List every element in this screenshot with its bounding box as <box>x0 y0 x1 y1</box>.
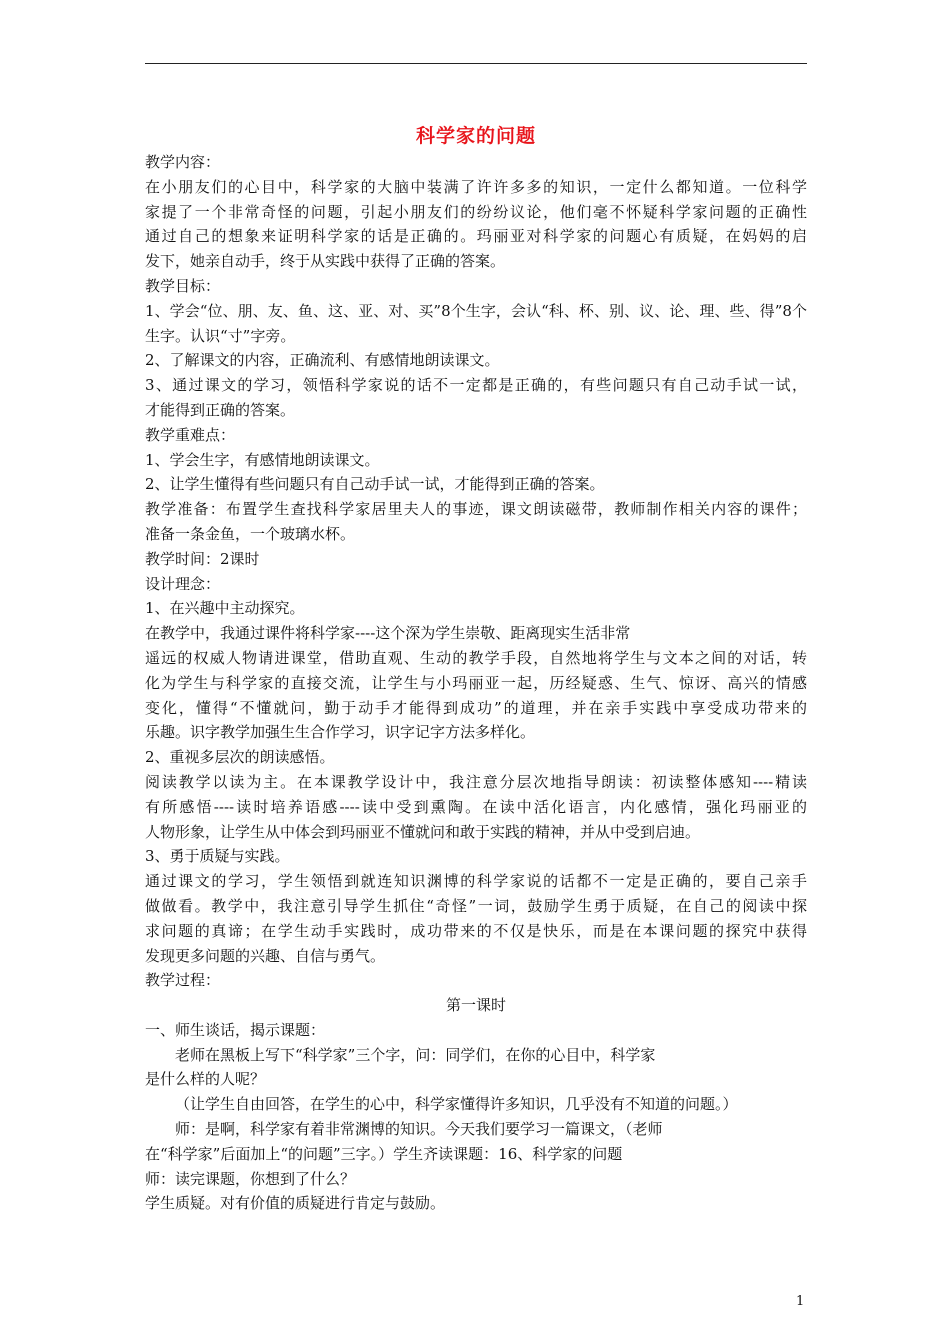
text-line: 在小朋友们的心目中，科学家的大脑中装满了许许多多的知识，一定什么都知道。一位科学 <box>145 177 807 196</box>
text-line: 阅读教学以读为主。在本课教学设计中，我注意分层次地指导朗读：初读整体感知----精读 <box>145 772 807 791</box>
text-line: 学生质疑。对有价值的质疑进行肯定与鼓励。 <box>145 1194 446 1213</box>
page-number: 1 <box>796 1294 805 1309</box>
text-line: 教学准备：布置学生查找科学家居里夫人的事迹，课文朗读磁带，教师制作相关内容的课件； <box>145 500 807 519</box>
text-line: 师：读完课题，你想到了什么？ <box>145 1169 356 1188</box>
text-line: 求问题的真谛；在学生动手实践时，成功带来的不仅是快乐，而是在本课问题的探究中获得 <box>145 921 807 940</box>
text-line: 1、学会生字，有感情地朗读课文。 <box>145 450 380 469</box>
text-line: 3、勇于质疑与实践。 <box>145 847 290 866</box>
document-title: 科学家的问题 <box>415 125 536 147</box>
text-line: 第一课时 <box>445 996 506 1015</box>
text-line: 2、让学生懂得有些问题只有自己动手试一试，才能得到正确的答案。 <box>145 475 605 494</box>
text-line: 遥远的权威人物请进课堂，借助直观、生动的教学手段，自然地将学生与文本之间的对话，转 <box>145 648 807 667</box>
text-line: 是什么样的人呢？ <box>145 1070 266 1089</box>
text-line: 化为学生与科学家的直接交流，让学生与小玛丽亚一起，历经疑惑、生气、惊讶、高兴的情感 <box>145 673 807 692</box>
text-line: 3、通过课文的学习，领悟科学家说的话不一定都是正确的，有些问题只有自己动手试一试， <box>145 376 807 395</box>
text-line: 有所感悟----读时培养语感----读中受到熏陶。在读中活化语言，内化感情，强化玛丽亚的 <box>145 797 807 816</box>
text-line: 2、了解课文的内容，正确流利、有感情地朗读课文。 <box>145 351 500 370</box>
text-line: 设计理念： <box>145 574 221 593</box>
text-line: 在教学中，我通过课件将科学家----这个深为学生崇敬、距离现实生活非常 <box>145 624 631 643</box>
text-line: 发现更多问题的兴趣、自信与勇气。 <box>145 946 386 965</box>
text-line: 发下，她亲自动手，终于从实践中获得了正确的答案。 <box>145 252 506 271</box>
text-line: 师：是啊，科学家有着非常渊博的知识。今天我们要学习一篇课文，（老师 <box>175 1120 663 1139</box>
text-line: 教学目标： <box>145 276 221 295</box>
text-line: 教学过程： <box>145 971 221 990</box>
text-line: 才能得到正确的答案。 <box>145 400 296 419</box>
document-body <box>145 150 807 1216</box>
header-rule <box>145 63 807 64</box>
text-line: 做做看。教学中，我注意引导学生抓住“奇怪”一词，鼓励学生勇于质疑，在自己的阅读中探 <box>145 896 807 915</box>
text-line: 1、在兴趣中主动探究。 <box>145 599 305 618</box>
text-line: 变化，懂得“不懂就问，勤于动手才能得到成功”的道理，并在亲手实践中享受成功带来的 <box>145 698 807 717</box>
text-line: 通过课文的学习，学生领悟到就连知识渊博的科学家说的话都不一定是正确的，要自己亲手 <box>145 872 807 891</box>
text-line: 人物形象，让学生从中体会到玛丽亚不懂就问和敢于实践的精神，并从中受到启迪。 <box>145 822 701 841</box>
text-line: （让学生自由回答，在学生的心中，科学家懂得许多知识，几乎没有不知道的问题。） <box>175 1095 738 1114</box>
text-line: 老师在黑板上写下“科学家”三个字，问：同学们，在你的心目中，科学家 <box>175 1045 656 1064</box>
text-line: 1、学会“位、朋、友、鱼、这、亚、对、买”8个生字，会认“科、杯、别、议、论、理、些、得”8个 <box>145 301 807 320</box>
text-line: 在“科学家”后面加上“的问题”三字。）学生齐读课题：16、科学家的问题 <box>145 1144 623 1163</box>
text-line: 生字。认识“寸”字旁。 <box>145 326 296 345</box>
text-line: 教学内容： <box>145 153 221 171</box>
text-line: 通过自己的想象来证明科学家的话是正确的。玛丽亚对科学家的问题心有质疑，在妈妈的启 <box>145 227 807 246</box>
text-line: 准备一条金鱼，一个玻璃水杯。 <box>145 524 356 543</box>
text-line: 家提了一个非常奇怪的问题，引起小朋友们的纷纷议论，他们毫不怀疑科学家问题的正确性 <box>145 202 807 221</box>
text-line: 教学重难点： <box>145 425 236 444</box>
text-line: 乐趣。识字教学加强生生合作学习，识字记字方法多样化。 <box>145 723 536 742</box>
text-line: 教学时间：2课时 <box>145 549 260 568</box>
text-line: 一、师生谈话，揭示课题： <box>145 1020 326 1039</box>
text-line: 2、重视多层次的朗读感悟。 <box>145 748 335 767</box>
